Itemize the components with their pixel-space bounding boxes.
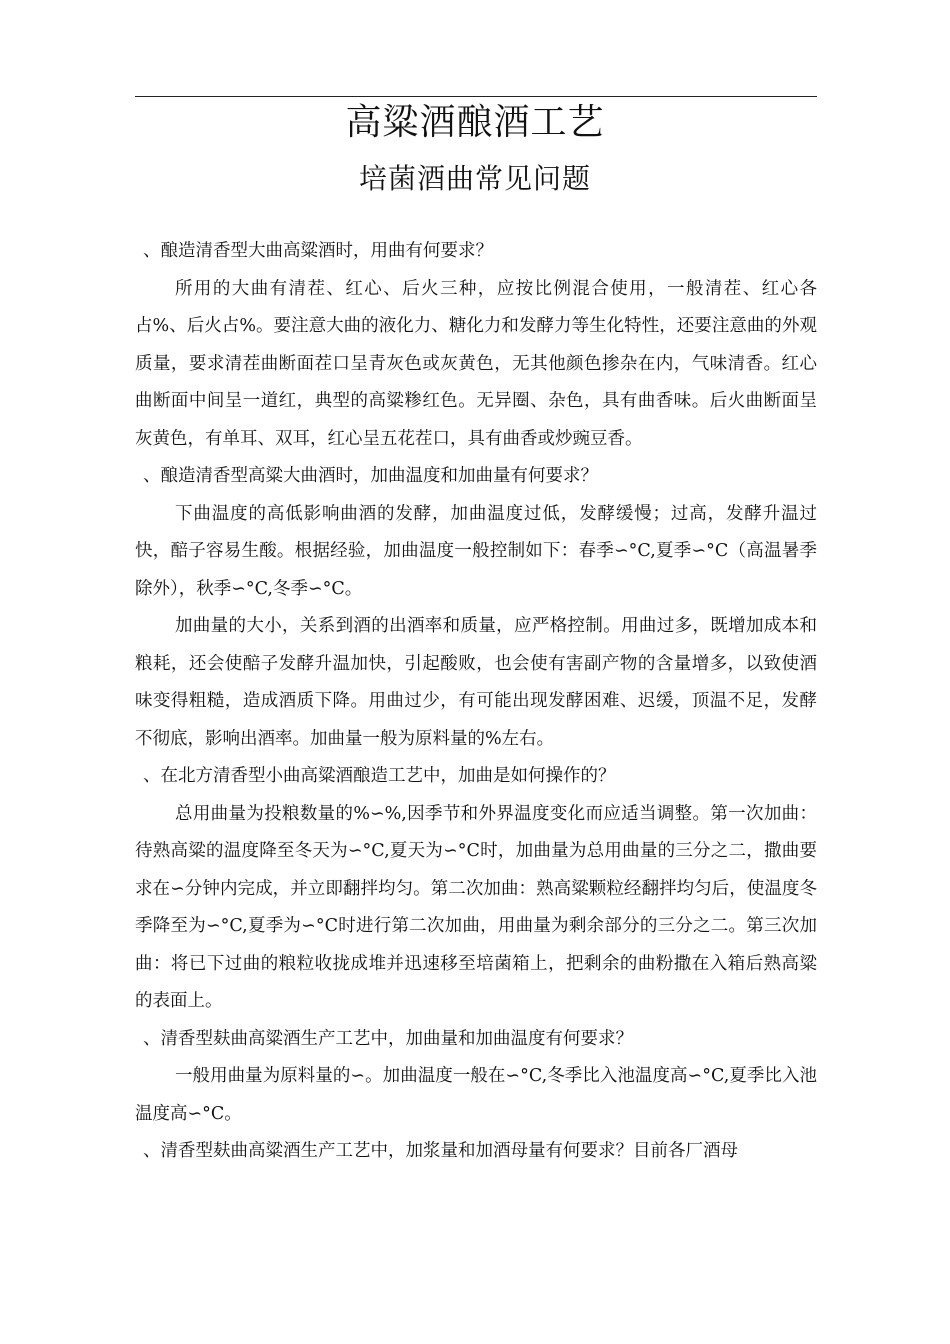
answer-1: 所用的大曲有清茬、红心、后火三种，应按比例混合使用，一般清茬、红心各占%、后火占%。要注意大曲的液化力、糖化力和发酵力等生化特性，还要注意曲的外观质量，要求清茬曲断面茬口呈青灰色或灰黄色，无其他颜色掺杂在内，气味清香。红心曲断面中间呈一道红，典型的高粱糁红色。无异圈、杂色，具有曲香味。后火曲断面呈灰黄色，有单耳、双耳，红心呈五花茬口，具有曲香或炒豌豆香。 <box>135 278 817 449</box>
answer-2-temperature: 下曲温度的高低影响曲酒的发酵，加曲温度过低，发酵缓慢；过高，发酵升温过快，醅子容易生酸。根据经验，加曲温度一般控制如下：春季∽°C,夏季∽°C（高温暑季除外），秋季∽°C,冬季∽°C。 <box>135 503 817 599</box>
answer-3: 总用曲量为投粮数量的%∽%,因季节和外界温度变化而应适当调整。第一次加曲：待熟高粱的温度降至冬天为∽°C,夏天为∽°C时，加曲量为总用曲量的三分之二，撒曲要求在∽分钟内完成，并立即翻拌均匀。第二次加曲：熟高粱颗粒经翻拌均匀后，使温度冬季降至为∽°C,夏季为∽°C时进行第二次加曲，用曲量为剩余部分的三分之二。第三次加曲：将已下过曲的粮粒收拢成堆并迅速移至培菌箱上，把剩余的曲粉撒在入箱后熟高粱的表面上。 <box>135 803 817 1011</box>
question-1: 、酿造清香型大曲高粱酒时，用曲有何要求？ <box>143 241 493 261</box>
answer-4: 一般用曲量为原料量的∽。加曲温度一般在∽°C,冬季比入池温度高∽°C,夏季比入池温度高∽°C。 <box>135 1066 817 1124</box>
question-5: 、清香型麸曲高粱酒生产工艺中，加浆量和加酒母量有何要求？目前各厂酒母 <box>143 1141 738 1161</box>
document-subtitle: 培菌酒曲常见问题 <box>358 162 591 195</box>
question-3: 、在北方清香型小曲高粱酒酿造工艺中，加曲是如何操作的？ <box>143 766 616 786</box>
answer-2-amount: 加曲量的大小，关系到酒的出酒率和质量，应严格控制。用曲过多，既增加成本和粮耗，还会使醅子发酵升温加快，引起酸败，也会使有害副产物的含量增多，以致使酒味变得粗糙，造成酒质下降。用曲过少，有可能出现发酵困难、迟缓，顶温不足，发酵不彻底，影响出酒率。加曲量一般为原料量的%左右。 <box>135 616 817 749</box>
question-2: 、酿造清香型高粱大曲酒时，加曲温度和加曲量有何要求？ <box>143 466 598 486</box>
question-4: 、清香型麸曲高粱酒生产工艺中，加曲量和加曲温度有何要求？ <box>143 1028 633 1049</box>
header-rule <box>135 96 817 97</box>
document-title: 高粱酒酿酒工艺 <box>345 102 605 143</box>
document-body <box>135 233 817 1171</box>
